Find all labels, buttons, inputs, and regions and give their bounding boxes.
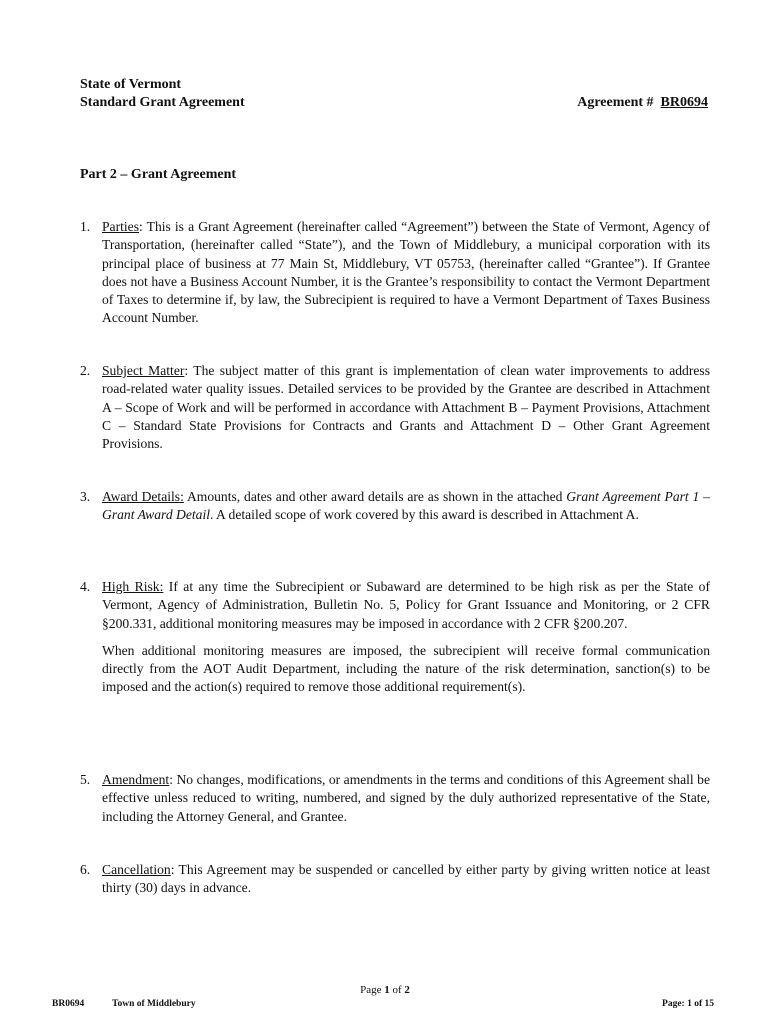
clause-heading: Cancellation (102, 862, 171, 877)
clause-number: 2. (80, 363, 91, 378)
page-number (0, 984, 770, 996)
agreement-number: BR0694 (660, 95, 708, 110)
agreement-label: Agreement # (577, 95, 654, 110)
clause-heading: Subject Matter (102, 363, 185, 378)
clause-text (102, 861, 710, 898)
footer-grantee: Town of Middlebury (112, 999, 196, 1009)
clause-number: 6. (80, 862, 91, 877)
footer-agreement-id: BR0694 (52, 999, 85, 1009)
clause-number: 4. (80, 579, 91, 594)
document-title: Standard Grant Agreement (80, 95, 245, 110)
clause-number: 5. (80, 772, 91, 787)
clause-heading: Award Details: (102, 489, 184, 504)
clause-amendment (80, 771, 710, 826)
clause-text (102, 488, 710, 525)
clause-text-2: When additional monitoring measures are imposed, the subrecipient will receive formal communication directly from the AOT Audit Department, including the nature of the risk determination, sanction(s) to be imposed and the action(s) required to remove those additional requirement(s). (102, 642, 710, 695)
clause-text (102, 362, 710, 453)
clause-body: : This Agreement may be suspended or cancelled by either party by giving written notice at least thirty (30) days in advance. (102, 862, 710, 896)
clause-emphasis: Grant Agreement Part 1 – Grant Award Detail (102, 489, 710, 523)
clause-cancellation (80, 861, 710, 898)
clause-body-after: . A detailed scope of work covered by this award is described in Attachment A. (210, 507, 639, 523)
clause-text (102, 771, 710, 826)
clause-award-details (80, 488, 710, 525)
clause-body-before: Amounts, dates and other award details are as shown in the attached (183, 489, 567, 504)
agreement-number-field (577, 95, 708, 111)
clause-body: : The subject matter of this grant is implementation of clean water improvements to address road-related water quality issues. Detailed services to be provided by the Grantee are described in Attachment A – Scope of Work and will be performed in accordance with Attachment B – Payment Provisions, Attachment C – Standard State Provisions for Contracts and Grants and Attachment D – Other Grant Agreement Provisions. (102, 363, 710, 452)
page-middle: of (389, 984, 405, 996)
clause-text (102, 218, 710, 328)
page-prefix: Page (360, 984, 385, 996)
footer-page-count: Page: 1 of 15 (662, 999, 714, 1009)
state-name: State of Vermont (80, 77, 182, 92)
page-current: 1 (384, 984, 390, 996)
clause-number: 3. (80, 489, 91, 504)
clause-text (102, 578, 710, 633)
clause-parties (80, 218, 710, 328)
clause-subject-matter (80, 362, 710, 453)
clause-heading: High Risk: (102, 579, 164, 594)
clause-number: 1. (80, 219, 91, 234)
part-title: Part 2 – Grant Agreement (80, 167, 237, 182)
clause-body: : This is a Grant Agreement (hereinafter called “Agreement”) between the State of Vermont, Agency of Transportation, (hereinafter called “State”), and the Town of Middlebury, a municipal corporation with its principal place of business at 77 Main St, Middlebury, VT 05753, (hereinafter called “Grantee”). If Grantee does not have a Business Account Number, it is the Grantee’s responsibility to contact the Vermont Department of Taxes to determine if, by law, the Subrecipient is required to have a Vermont Department of Taxes Business Account Number. (102, 219, 710, 326)
clause-heading: Parties (102, 219, 139, 234)
clause-body: : No changes, modifications, or amendments in the terms and conditions of this Agreement shall be effective unless reduced to writing, numbered, and signed by the duly authorized representative of the State, including the Attorney General, and Grantee. (102, 772, 710, 824)
page-total: 2 (404, 984, 410, 996)
clause-heading: Amendment (102, 772, 170, 787)
clause-body: If at any time the Subrecipient or Subaward are determined to be high risk as per the State of Vermont, Agency of Administration, Bulletin No. 5, Policy for Grant Issuance and Monitoring, or 2 CFR §200.331, additional monitoring measures may be imposed in accordance with 2 CFR §200.207. (102, 579, 710, 631)
clause-high-risk (80, 578, 710, 697)
